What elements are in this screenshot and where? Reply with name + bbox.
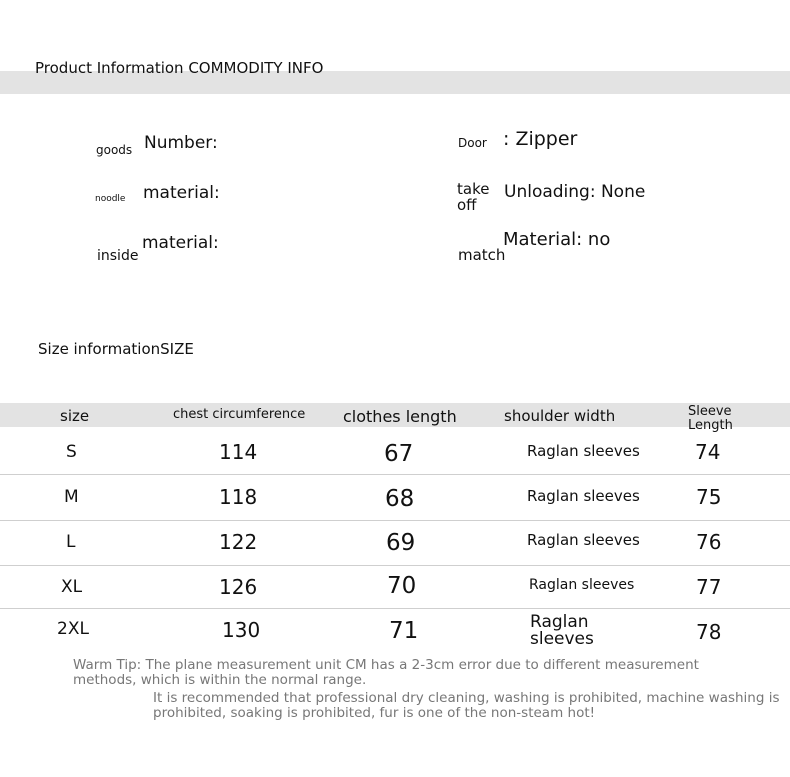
table-cell-chest: 122 — [219, 530, 258, 554]
size-info-title: Size informationSIZE — [38, 340, 194, 358]
info-value-material: material: — [143, 183, 220, 203]
table-cell-chest: 118 — [219, 485, 258, 509]
header-length: clothes length — [343, 407, 457, 426]
table-cell-chest: 126 — [219, 575, 258, 599]
info-value-unloading: Unloading: None — [504, 182, 646, 202]
table-cell-shoulder: Raglan sleeves — [527, 487, 640, 505]
info-label-goods: goods — [96, 143, 133, 157]
header-sleeve: Sleeve Length — [688, 404, 733, 433]
info-label-door: Door — [458, 136, 487, 150]
info-value-inner-material: material: — [142, 233, 219, 253]
info-label-inside: inside — [97, 248, 139, 264]
row-divider — [0, 474, 790, 475]
table-cell-size: 2XL — [57, 619, 89, 639]
table-cell-length: 69 — [386, 530, 416, 556]
info-value-match-material: Material: no — [503, 229, 611, 250]
info-label-take-off: take off — [457, 180, 490, 214]
table-cell-size: L — [66, 532, 76, 552]
care-instructions-text: It is recommended that professional dry cleaning, washing is prohibited, machine washing is prohibited, soaking is prohibited, fur is one of the non-steam hot! — [153, 690, 780, 721]
row-divider — [0, 565, 790, 566]
table-cell-shoulder: Raglan sleeves — [527, 442, 640, 460]
table-cell-sleeve: 76 — [696, 530, 722, 554]
warm-tip-text: Warm Tip: The plane measurement unit CM has a 2-3cm error due to different measurement methods, which is within the normal range. — [73, 657, 699, 688]
table-cell-chest: 114 — [219, 440, 258, 464]
info-label-noodle: noodle — [95, 194, 126, 204]
table-cell-length: 70 — [387, 573, 417, 599]
table-cell-sleeve: 78 — [696, 620, 722, 644]
table-cell-size: S — [66, 442, 77, 462]
table-cell-sleeve: 75 — [696, 485, 722, 509]
table-cell-length: 68 — [385, 486, 415, 512]
table-cell-shoulder: Raglan sleeves — [529, 577, 635, 593]
info-value-number: Number: — [144, 133, 218, 153]
table-cell-sleeve: 77 — [696, 575, 722, 599]
table-cell-size: XL — [61, 577, 83, 597]
table-cell-length: 67 — [384, 441, 414, 467]
table-cell-shoulder: Raglan sleeves — [530, 612, 594, 649]
row-divider — [0, 520, 790, 521]
header-size: size — [60, 407, 90, 425]
table-cell-shoulder: Raglan sleeves — [527, 531, 640, 549]
table-cell-length: 71 — [389, 618, 419, 644]
product-info-title: Product Information COMMODITY INFO — [35, 59, 324, 77]
table-cell-chest: 130 — [222, 618, 261, 642]
info-value-zipper: : Zipper — [503, 128, 578, 150]
header-chest: chest circumference — [173, 407, 306, 422]
row-divider — [0, 608, 790, 609]
header-shoulder: shoulder width — [504, 407, 616, 425]
table-cell-sleeve: 74 — [695, 440, 721, 464]
table-cell-size: M — [64, 487, 79, 507]
info-label-match: match — [458, 246, 506, 264]
